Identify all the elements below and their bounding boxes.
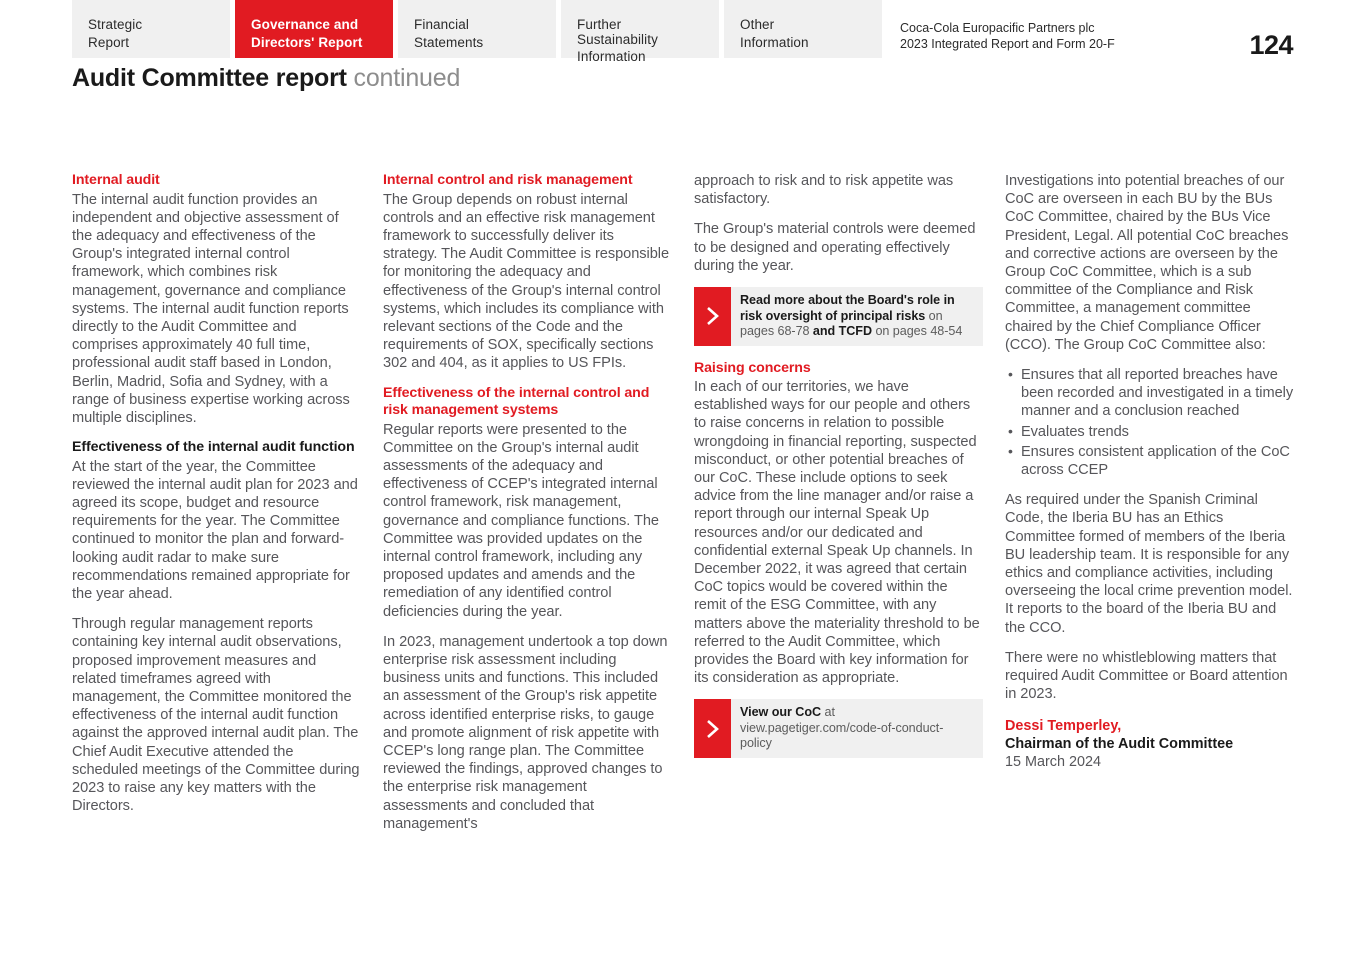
tab-label-line2: Directors' Report [251,34,363,50]
callout-bold-1: Read more about the Board's role in risk oversight of principal risks [740,293,955,323]
chevron-right-icon [694,699,731,758]
callout-bold-2: and TCFD [812,324,872,339]
paragraph-regular-reports: Regular reports were presented to the Committee on the Group's internal audit assessments of the adequacy and effectiveness of CCEP's integrated internal control framework, risk management, governance and compliance functions. The Committee was provided updates on the internal control framework, including any proposed updates and amends and the remediation of any identified control deficiencies during the year. [383,421,660,620]
heading-effectiveness-internal-control-systems: Effectiveness of the internal control and risk management systems [383,384,650,419]
tab-label-line1: Further Sustainability [577,17,658,47]
callout-view-our-coc[interactable] [694,699,983,758]
content-columns [72,172,1294,833]
paragraph-raising-concerns: In each of our territories, we have established ways for our people and others to raise concerns in relation to possible wrongdoing in financial reporting, suspected misconduct, or other potential breaches of our CoC. These include options to seek advice from the line manager and/or raise a report through our internal Speak Up resources and/or our dedicated and confidential external Speak Up channels. In December 2022, it was agreed that certain CoC topics would be covered within the remit of the ESG Committee, with any matters above the materiality threshold to be referred to the Audit Committee, which provides the Board with key information for its consideration as appropriate. [694,379,980,687]
list-group-coc-committee-duties [1005,366,1294,479]
page-title-continued: continued [353,64,461,92]
page-title-main: Audit Committee report [72,64,354,92]
column-3 [694,172,983,833]
column-1 [72,172,361,833]
report-meta [900,21,1115,58]
page-title [72,64,460,93]
list-item: • Evaluates trends [1021,423,1294,441]
chevron-right-icon [694,287,731,346]
callout-text [731,287,983,346]
tab-label-line1: Governance and [251,17,359,32]
list-item: • Ensures that all reported breaches have been recorded and investigated in a timely manner and a conclusion reached [1021,366,1294,421]
tab-further-sustainability-information[interactable] [561,0,719,64]
tab-label-line2: Information [740,34,809,50]
callout-text [731,699,983,758]
page-header [0,0,1365,64]
callout-normal-1: on pages 68-78 [740,308,943,339]
signatory-role: Chairman of the Audit Committee [1005,736,1234,753]
heading-effectiveness-internal-audit-function: Effectiveness of the internal audit function [72,439,355,456]
callout-normal-1: at view.pagetiger.com/code-of-conduct-policy [740,705,944,751]
heading-raising-concerns: Raising concerns [694,359,811,376]
report-meta-company: Coca-Cola Europacific Partners plc [900,21,1095,35]
tab-strategic-report[interactable] [72,0,230,58]
page-number: 124 [1249,30,1293,60]
tab-financial-statements[interactable] [398,0,556,58]
signature-block [1005,717,1294,772]
paragraph-spanish-criminal-code: As required under the Spanish Criminal Code, the Iberia BU has an Ethics Committee formed of members of the Iberia BU leadership team. It is responsible for any ethics and compliance activities, including overseeing the local crime prevention model. It reports to the board of the Iberia BU and the CCO. [1005,492,1293,636]
column-2 [383,172,672,833]
signatory-name: Dessi Temperley, [1005,718,1122,735]
tab-label-line1: Financial [414,17,469,32]
callout-normal-2: on pages 48-54 [872,324,963,339]
paragraph-robust-internal-controls: The Group depends on robust internal controls and an effective risk management framework to successfully deliver its strategy. The Audit Committee is responsible for monitoring the adequacy and effectiveness of the Group's internal control systems, which includes its compliance with relevant sections of the Code and the requirements of SOX, specifically sections 302 and 404, as it applies to US FPIs. [383,191,670,372]
tab-label-line1: Other [740,17,775,32]
tab-label-line2: Report [88,34,130,50]
list-item: • Ensures consistent application of the CoC across CCEP [1021,443,1294,479]
paragraph-internal-audit: The internal audit function provides an independent and objective assessment of the adequacy and effectiveness of the Group's integrated internal control framework, which combines risk management, governance and compliance systems. The internal audit function reports directly to the Audit Committee and comprises approximately 40 full time, professional audit staff based in London, Berlin, Madrid, Sofia and Sydney, with a range of business expertise working across multiple disciplines. [72,191,350,426]
signature-date: 15 March 2024 [1005,754,1101,771]
paragraph-risk-appetite-continued: approach to risk and to risk appetite was satisfactory. [694,173,954,208]
tab-governance-and-directors-report[interactable] [235,0,393,58]
paragraph-coc-investigations: Investigations into potential breaches of our CoC are overseen in each BU by the BUs CoC Committee, chaired by the BUs Vice President, Legal. All potential CoC breaches and corrective actions are overseen by the Group CoC Committee, which is a sub committee of the Compliance and Risk Committee, a management committee chaired by the Chief Compliance Officer (CCO). The Group CoC Committee also: [1005,173,1289,353]
callout-bold-1: View our CoC [740,705,822,720]
paragraph-no-whistleblowing-matters: There were no whistleblowing matters that required Audit Committee or Board attention in 2023. [1005,649,1288,703]
tab-label-line2: Statements [414,34,484,50]
tab-label-line1: Strategic [88,17,143,32]
section-tabs [72,0,882,64]
heading-internal-control-and-risk-management: Internal control and risk management [383,172,633,188]
paragraph-audit-plan: At the start of the year, the Committee reviewed the internal audit plan for 2023 and agreed its scope, budget and resource requirements for the year. The Committee continued to monitor the plan and forward-looking audit radar to make sure recommendations remained appropriate for the year ahead. [72,458,358,603]
report-meta-document: 2023 Integrated Report and Form 20-F [900,36,1115,51]
heading-internal-audit: Internal audit [72,172,160,188]
tab-other-information[interactable] [724,0,882,58]
paragraph-enterprise-risk-assessment: In 2023, management undertook a top down enterprise risk assessment including business units and functions. This included an assessment of the Group's risk appetite across identified enterprise risks, to gauge and promote alignment of risk appetite with CCEP's long range plan. The Committee reviewed the findings, approved changes to the enterprise risk management assessments and concluded that management's [383,633,668,832]
column-4 [1005,172,1294,833]
paragraph-material-controls: The Group's material controls were deemed to be designed and operating effectively during the year. [694,221,976,274]
callout-read-more-board-role[interactable] [694,287,983,346]
paragraph-management-reports: Through regular management reports containing key internal audit observations, proposed improvement measures and related timeframes agreed with management, the Committee monitored the effectiveness of the internal audit function against the approved internal audit plan. The Chief Audit Executive attended the scheduled meetings of the Committee during 2023 to raise any key matters with the Directors. [72,616,360,815]
tab-label-line2: Information [577,49,646,64]
